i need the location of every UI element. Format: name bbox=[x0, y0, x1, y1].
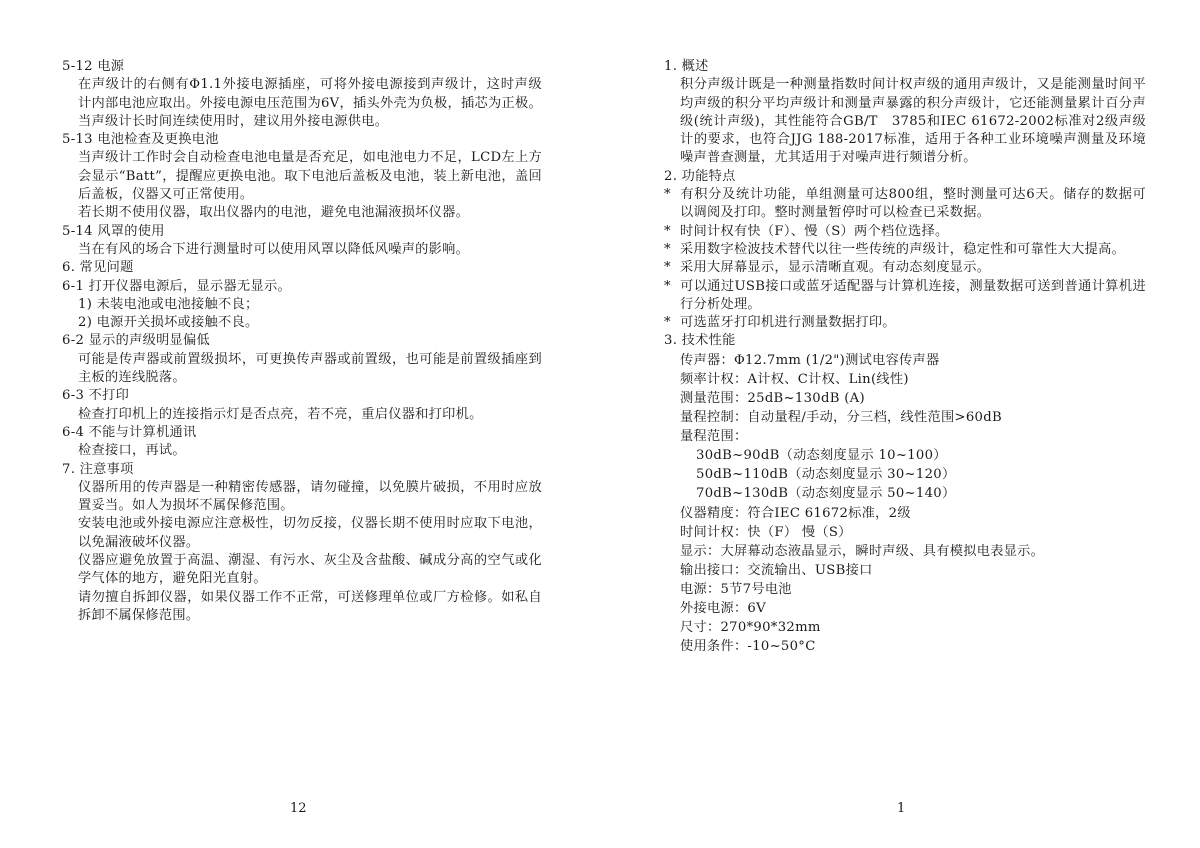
spec-subline: 70dB~130dB（动态刻度显示 50~140） bbox=[696, 486, 956, 502]
paragraph: 请勿擅自拆卸仪器，如果仪器工作不正常，可送修理单位或厂方检修。如私自拆卸不属保修范围。 bbox=[78, 589, 542, 623]
spec-subline: 30dB~90dB（动态刻度显示 10~100） bbox=[696, 448, 947, 464]
section-heading: 6-3 不打印 bbox=[62, 388, 130, 404]
section bbox=[62, 259, 542, 277]
paragraph: 在声级计的右侧有Φ1.1外接电源插座，可将外接电源接到声级计，这时声级计内部电池应取出。外接电源电压范围为6V，插头外壳为负极，插芯为正极。当声级计长时间连续使用时，建议用外接电源供电。 bbox=[78, 77, 542, 129]
left-page bbox=[62, 58, 542, 625]
section-heading: 7. 注意事项 bbox=[62, 461, 134, 477]
section-heading: 6. 常见问题 bbox=[62, 260, 134, 276]
bullet-star: * bbox=[664, 260, 671, 276]
spec-line: 时间计权：快（F） 慢（S） bbox=[680, 524, 852, 540]
bullet-text: 可以通过USB接口或蓝牙适配器与计算机连接，测量数据可送到普通计算机进行分析处理。 bbox=[680, 278, 1146, 312]
section bbox=[62, 332, 542, 387]
paragraph: 检查接口，再试。 bbox=[78, 443, 186, 459]
bullet-star: * bbox=[664, 223, 671, 239]
spec-line: 仪器精度：符合IEC 61672标准，2级 bbox=[680, 505, 911, 521]
section-heading: 5-14 风罩的使用 bbox=[62, 223, 165, 239]
bullet-text: 采用大屏幕显示，显示清晰直观。有动态刻度显示。 bbox=[680, 260, 991, 276]
bullet-text: 可选蓝牙打印机进行测量数据打印。 bbox=[680, 315, 896, 331]
section bbox=[62, 58, 542, 131]
paragraph: 检查打印机上的连接指示灯是否点亮，若不亮，重启仪器和打印机。 bbox=[78, 406, 483, 422]
page-number-left: 12 bbox=[290, 801, 307, 816]
page-number-right: 1 bbox=[897, 801, 906, 816]
paragraph: 当在有风的场合下进行测量时可以使用风罩以降低风噪声的影响。 bbox=[78, 241, 470, 257]
paragraph: 仪器应避免放置于高温、潮湿、有污水、灰尘及含盐酸、碱成分高的空气或化学气体的地方，避免阳光直射。 bbox=[78, 553, 542, 587]
feature-bullet bbox=[664, 223, 1146, 241]
bullet-star: * bbox=[664, 187, 671, 203]
bullet-text: 采用数字检波技术替代以往一些传统的声级计，稳定性和可靠性大大提高。 bbox=[680, 241, 1126, 257]
right-page bbox=[664, 58, 1146, 656]
section-heading: 6-1 打开仪器电源后，显示器无显示。 bbox=[62, 278, 291, 294]
feature-bullet bbox=[664, 314, 1146, 332]
spec-line: 尺寸：270*90*32mm bbox=[680, 620, 821, 636]
section-heading: 6-4 不能与计算机通讯 bbox=[62, 424, 197, 440]
section bbox=[664, 58, 1146, 168]
list-item: 2) 电源开关损坏或接触不良。 bbox=[78, 315, 259, 331]
spec-line: 输出接口：交流输出、USB接口 bbox=[680, 562, 873, 578]
spec-line: 使用条件：-10~50°C bbox=[680, 639, 816, 655]
bullet-star: * bbox=[664, 278, 671, 294]
paragraph: 可能是传声器或前置级损坏，可更换传声器或前置级，也可能是前置级插座到主板的连线脱落。 bbox=[78, 351, 542, 386]
spec-subline: 50dB~110dB（动态刻度显示 30~120） bbox=[696, 467, 956, 483]
section bbox=[62, 223, 542, 260]
paragraph: 若长期不使用仪器，取出仪器内的电池，避免电池漏液损坏仪器。 bbox=[78, 205, 470, 221]
section bbox=[664, 168, 1146, 333]
paragraph: 积分声级计既是一种测量指数时间计权声级的通用声级计，又是能测量时间平均声级的积分平均声级计和测量声暴露的积分声级计，它还能测量累计百分声级(统计声级)，其性能符合GB/T 3785和IEC 61672-2002标准对2级声级计的要求，也符合JJG 188-2017标准，适用于各种工业环境噪声测量及环境噪声普查测量，尤其适用于对噪声进行频谱分析。 bbox=[680, 77, 1146, 166]
section-heading: 3. 技术性能 bbox=[664, 333, 736, 349]
paragraph: 仪器所用的传声器是一种精密传感器，请勿碰撞，以免膜片破损，不用时应放置妥当。如人为损坏不属保修范围。 bbox=[78, 479, 542, 514]
spec-line: 测量范围：25dB~130dB (A) bbox=[680, 390, 865, 406]
section bbox=[664, 332, 1146, 656]
feature-bullet bbox=[664, 278, 1146, 315]
section bbox=[62, 424, 542, 461]
section-heading: 6-2 显示的声级明显偏低 bbox=[62, 333, 211, 349]
spec-line: 电源：5节7号电池 bbox=[680, 581, 792, 597]
paragraph: 当声级计工作时会自动检查电池电量是否充足，如电池电力不足，LCD左上方会显示“Batt”，提醒应更换电池。取下电池后盖板及电池，装上新电池，盖回后盖板，仪器又可正常使用。 bbox=[78, 150, 542, 203]
spec-line: 量程控制：自动量程/手动，分三档，线性范围>60dB bbox=[680, 410, 1002, 426]
section-heading: 1. 概述 bbox=[664, 59, 709, 74]
section bbox=[62, 278, 542, 333]
spec-line: 频率计权：A计权、C计权、Lin(线性) bbox=[680, 371, 909, 387]
bullet-text: 时间计权有快（F）、慢（S）两个档位选择。 bbox=[680, 223, 949, 239]
bullet-text: 有积分及统计功能，单组测量可达800组，整时测量可达6天。储存的数据可以调阅及打印。整时测量暂停时可以检查已采数据。 bbox=[680, 187, 1146, 221]
feature-bullet bbox=[664, 241, 1146, 259]
spec-line: 传声器：Φ12.7mm (1/2")测试电容传声器 bbox=[680, 352, 940, 368]
section-heading: 2. 功能特点 bbox=[664, 168, 736, 184]
spec-line: 显示：大屏幕动态液晶显示，瞬时声级、具有模拟电表显示。 bbox=[680, 543, 1045, 559]
feature-bullet bbox=[664, 186, 1146, 223]
section bbox=[62, 387, 542, 424]
paragraph: 安装电池或外接电源应注意极性，切勿反接，仪器长期不使用时应取下电池，以免漏液破坏仪器。 bbox=[78, 516, 542, 550]
section bbox=[62, 461, 542, 626]
bullet-star: * bbox=[664, 315, 671, 331]
section-heading: 5-13 电池检查及更换电池 bbox=[62, 132, 219, 148]
section-heading: 5-12 电源 bbox=[62, 59, 125, 74]
list-item: 1) 未装电池或电池接触不良； bbox=[78, 296, 259, 312]
bullet-star: * bbox=[664, 241, 671, 257]
spec-line: 量程范围： bbox=[680, 429, 748, 445]
feature-bullet bbox=[664, 259, 1146, 277]
spec-line: 外接电源：6V bbox=[680, 600, 766, 616]
section bbox=[62, 131, 542, 222]
